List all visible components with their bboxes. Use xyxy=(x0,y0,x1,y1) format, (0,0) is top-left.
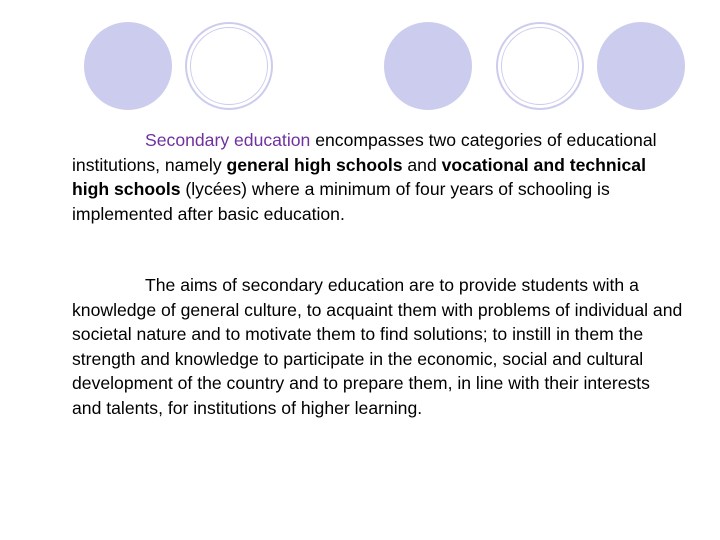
paragraph-aims xyxy=(72,273,684,420)
paragraph1-text-c: (lycées) where a minimum of four years of schooling is implemented after basic education. xyxy=(72,179,610,224)
term-general-high-schools: general high schools xyxy=(226,154,403,175)
paragraph1-text-b: and xyxy=(402,154,442,175)
paragraph1-text-a: encompasses two categories of educational institutions, namely xyxy=(72,130,657,175)
term-secondary-education: Secondary education xyxy=(145,130,311,150)
term-vocational-technical-high-schools: vocational and technical high schools xyxy=(72,154,646,199)
decor-circle-filled-3 xyxy=(597,22,685,110)
decor-circle-outlined-2 xyxy=(496,22,584,110)
paragraph-secondary-education xyxy=(72,128,684,226)
decor-circle-outlined-1 xyxy=(185,22,273,110)
paragraph2-text: The aims of secondary education are to provide students with a knowledge of general culture, to acquaint them with problems of individual and societal nature and to motivate them to find solutions; to instill in them the strength and knowledge to participate in the economic, social and cultural development of the country and to prepare them, in line with their interests and talents, for institutions of higher learning. xyxy=(72,275,683,418)
decor-circle-filled-2 xyxy=(384,22,472,110)
decor-circle-filled-1 xyxy=(84,22,172,110)
